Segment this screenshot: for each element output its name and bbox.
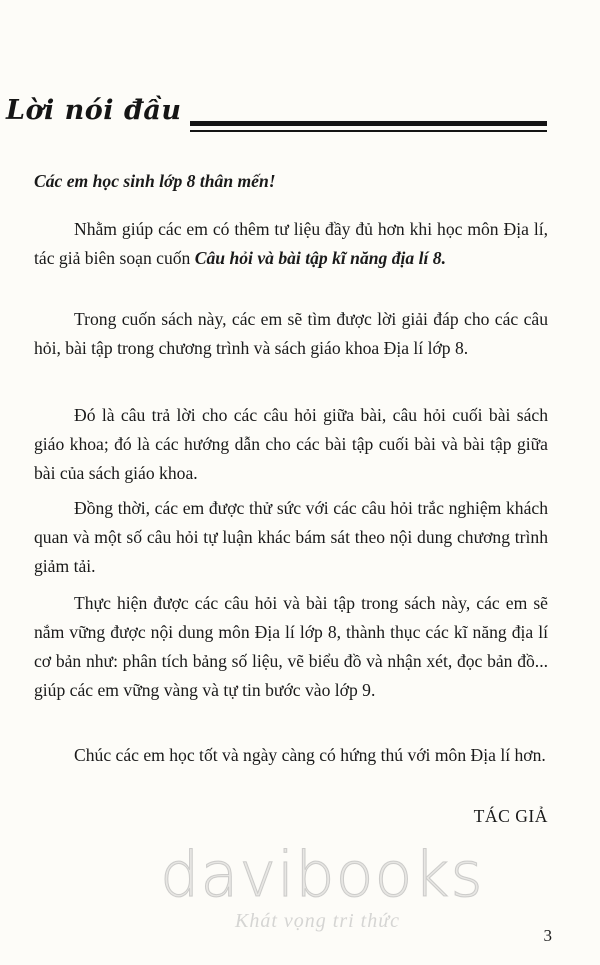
greeting: Các em học sinh lớp 8 thân mến! bbox=[34, 171, 276, 191]
paragraph-6-text: Chúc các em học tốt và ngày càng có hứng thú với môn Địa lí hơn. bbox=[74, 745, 546, 765]
author-signature: TÁC GIẢ bbox=[473, 806, 548, 826]
paragraph-6 bbox=[34, 741, 548, 770]
heading-rule-thick bbox=[190, 121, 547, 126]
watermark-slogan: Khát vọng tri thức bbox=[235, 910, 401, 932]
preface-heading: Lời nói đầu bbox=[6, 95, 182, 126]
paragraph-5-text: Thực hiện được các câu hỏi và bài tập trong sách này, các em sẽ nắm vững được nội dung môn Địa lí lớp 8, thành thục các kĩ năng địa lí cơ bản như: phân tích bảng số liệu, vẽ biểu đồ và nhận xét, đọc bản đồ... giúp các em vững vàng và tự tin bước vào lớp 9. bbox=[34, 593, 548, 700]
watermark-brand: davibooks bbox=[160, 838, 484, 911]
paragraph-1-text: Nhằm giúp các em có thêm tư liệu đầy đủ hơn khi học môn Địa lí, tác giả biên soạn cuốn bbox=[34, 219, 548, 268]
paragraph-5 bbox=[34, 589, 548, 705]
paragraph-2-text: Trong cuốn sách này, các em sẽ tìm được lời giải đáp cho các câu hỏi, bài tập trong chương trình và sách giáo khoa Địa lí lớp 8. bbox=[34, 309, 548, 358]
paragraph-3-text: Đó là câu trả lời cho các câu hỏi giữa bài, câu hỏi cuối bài sách giáo khoa; đó là các hướng dẫn cho các bài tập cuối bài và bài tập giữa bài của sách giáo khoa. bbox=[34, 405, 548, 483]
paragraph-2 bbox=[34, 305, 548, 363]
heading-rule-thin bbox=[190, 130, 547, 132]
paragraph-3 bbox=[34, 401, 548, 488]
paragraph-1 bbox=[34, 215, 548, 273]
page-number: 3 bbox=[543, 926, 552, 945]
paragraph-4 bbox=[34, 494, 548, 581]
book-title: Câu hỏi và bài tập kĩ năng địa lí 8. bbox=[194, 248, 446, 268]
paragraph-4-text: Đồng thời, các em được thử sức với các câu hỏi trắc nghiệm khách quan và một số câu hỏi tự luận khác bám sát theo nội dung chương trình giảm tải. bbox=[34, 498, 548, 576]
